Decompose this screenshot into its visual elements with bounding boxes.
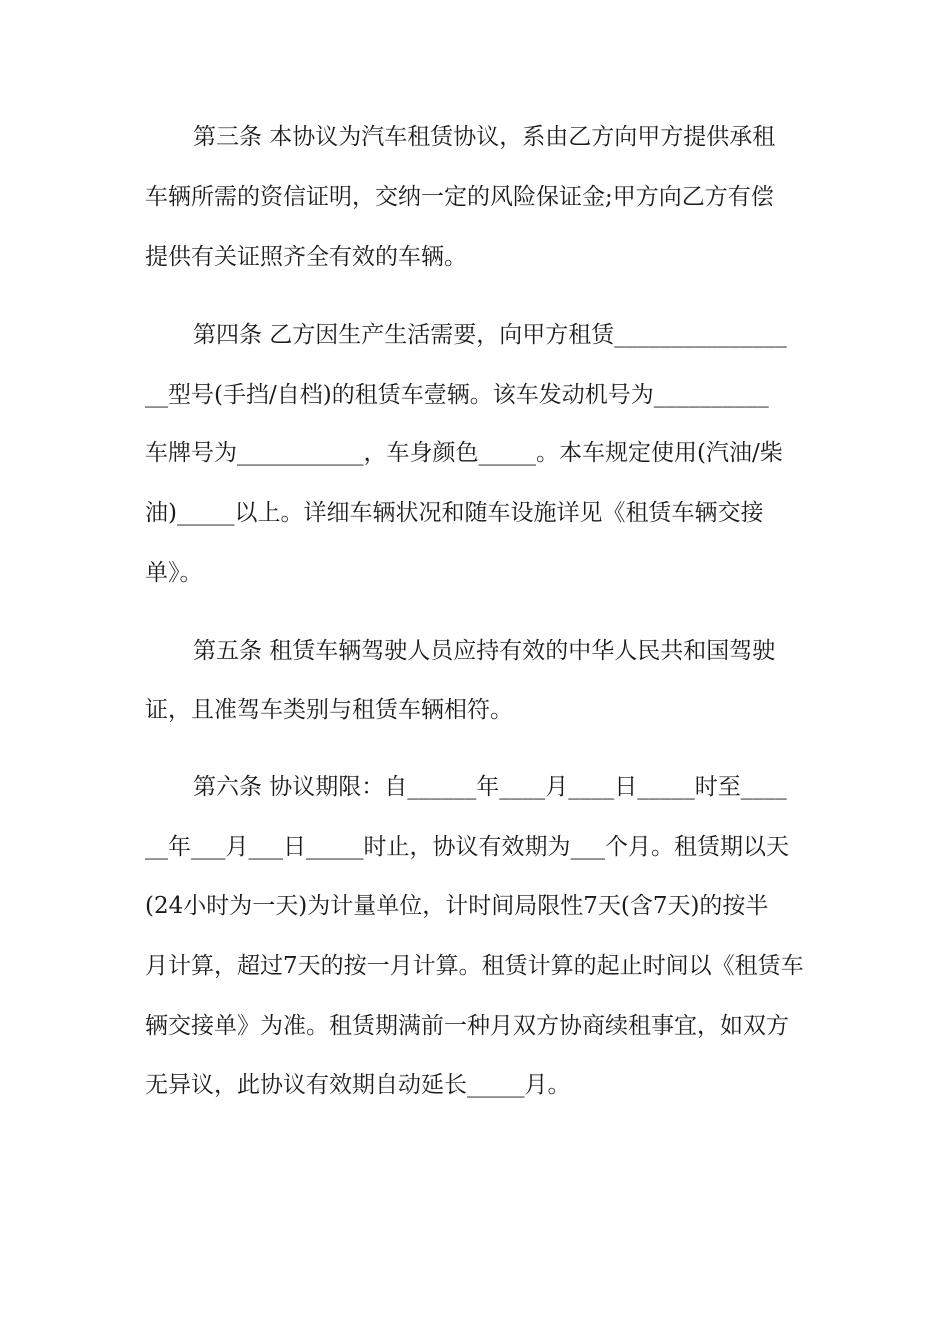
article-4-line-4: 油)_____以上。详细车辆状况和随车设施详见《租赁车辆交接 [145, 500, 764, 526]
article-6-line-4: 月计算，超过7天的按一月计算。租赁计算的起止时间以《租赁车 [145, 953, 804, 979]
article-6-line-6: 无异议，此协议有效期自动延长_____月。 [145, 1072, 571, 1098]
article-6-line-2: __年___月___日_____时止，协议有效期为___个月。租赁期以天 [145, 834, 789, 860]
article-4-line-2: __型号(手挡/自档)的租赁车壹辆。该车发动机号为__________ [145, 382, 769, 408]
article-6-line-1: 第六条 协议期限：自______年____月____日_____时至____ [193, 774, 787, 800]
article-5-line-2: 证，且准驾车类别与租赁车辆相符。 [145, 697, 513, 723]
article-6-line-3: (24小时为一天)为计量单位，计时间局限性7天(含7天)的按半 [145, 893, 769, 919]
article-6-line-5: 辆交接单》为准。租赁期满前一种月双方协商续租事宜，如双方 [145, 1013, 789, 1039]
article-4-line-3: 车牌号为___________，车身颜色_____。本车规定使用(汽油/柴 [145, 440, 783, 466]
article-4-line-5: 单》。 [145, 560, 203, 586]
article-4-line-1: 第四条 乙方因生产生活需要，向甲方租赁_______________ [193, 322, 787, 348]
article-3-line-3: 提供有关证照齐全有效的车辆。 [145, 244, 467, 270]
article-3-line-2: 车辆所需的资信证明，交纳一定的风险保证金;甲方向乙方有偿 [145, 184, 774, 210]
article-5-line-1: 第五条 租赁车辆驾驶人员应持有效的中华人民共和国驾驶 [193, 638, 776, 664]
article-3-line-1: 第三条 本协议为汽车租赁协议，系由乙方向甲方提供承租 [193, 124, 776, 150]
